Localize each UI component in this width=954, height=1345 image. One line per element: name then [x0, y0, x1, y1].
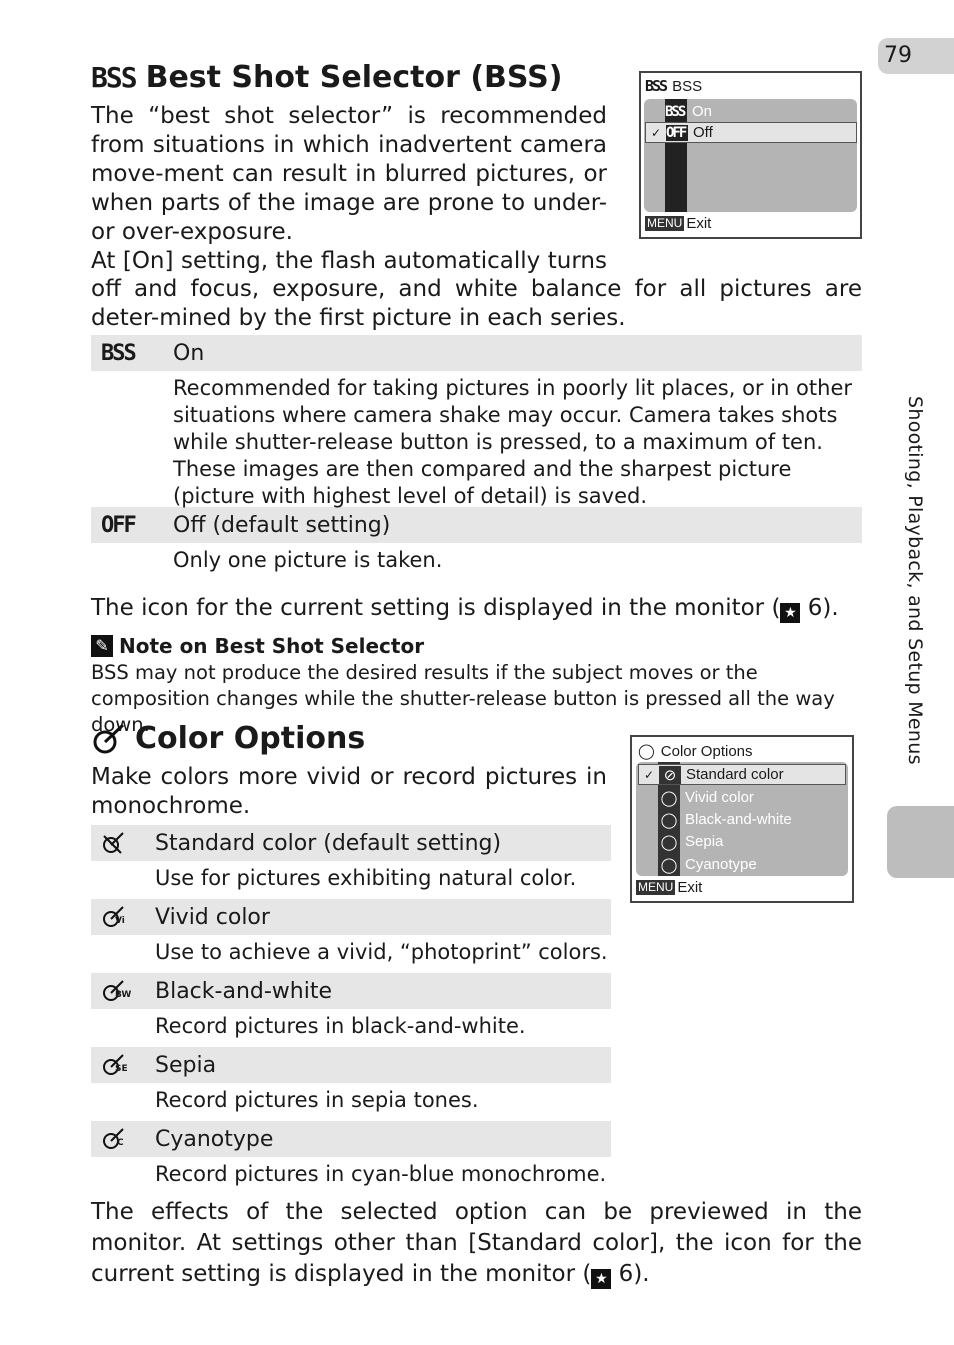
page-number: 79: [878, 38, 954, 74]
color-monitor-footer: [636, 879, 702, 896]
color-monitor-header: [638, 742, 753, 760]
color-monitor-item-label: Black-and-white: [685, 811, 792, 828]
bss-monitor-footer: [645, 215, 711, 232]
footer-text-end: ).: [633, 1261, 650, 1287]
section-tab: [887, 806, 954, 878]
check-icon: ✓: [650, 125, 662, 140]
bss-icon: BSS: [91, 61, 136, 94]
menu-button-icon: MENU: [647, 216, 683, 230]
option-row-off: [91, 507, 862, 543]
cyanotype-icon: [91, 1128, 155, 1150]
page-reference: 6: [618, 1261, 634, 1287]
pencil-note-icon: ✎: [91, 635, 113, 657]
color-monitor-item: [658, 831, 846, 852]
color-monitor-item: [658, 787, 846, 808]
option-row-bw: [91, 973, 611, 1009]
bss-monitor-screen: [639, 71, 862, 239]
standard-color-icon: [91, 832, 155, 854]
color-title: Color Options: [135, 721, 366, 756]
bss-on-symbol: BSS: [101, 340, 135, 366]
sepia-icon: [91, 1054, 155, 1076]
sepia-mini-icon: ◯: [660, 833, 678, 851]
color-monitor-item-label: Cyanotype: [685, 856, 757, 873]
bss-para2-top: At [On] setting, the flash automatically turns: [91, 248, 607, 274]
bss-heading: [91, 60, 563, 95]
option-desc: Record pictures in cyan-blue monochrome.: [155, 1162, 607, 1186]
bss-monitor-header: [645, 77, 702, 95]
color-intro-wrap: [91, 763, 607, 821]
bss-para1: The “best shot selector” is recommended from situations in which inadvertent camera move-ment can result in blurred pictures, or when parts of the image are prone to under- or over-exposure.: [91, 103, 607, 245]
option-desc: Use for pictures exhibiting natural color.: [155, 866, 577, 890]
bss-monitor-note: [91, 595, 839, 623]
option-label: Vivid color: [155, 904, 270, 930]
monitor-text: The icon for the current setting is displayed in the monitor (: [91, 595, 781, 621]
color-small-icon: ◯: [638, 743, 655, 760]
exit-label: Exit: [686, 215, 712, 232]
option-row-sepia: [91, 1047, 611, 1083]
page-reference: 6: [807, 595, 823, 621]
vivid-mini-icon: ◯: [660, 789, 678, 807]
option-desc: Only one picture is taken.: [173, 548, 443, 572]
option-label: Black-and-white: [155, 978, 332, 1004]
color-monitor-title: Color Options: [660, 742, 753, 760]
bw-mini-icon: ◯: [660, 811, 678, 829]
color-monitor-item: [638, 764, 846, 785]
note-header: [91, 634, 862, 658]
option-label: Off (default setting): [173, 512, 391, 538]
color-heading: [91, 721, 365, 756]
bss-para2-rest-wrap: [91, 275, 862, 333]
bss-off-symbol: OFF: [101, 512, 135, 538]
bss-small-icon: BSS: [645, 77, 667, 95]
option-desc: Recommended for taking pictures in poorly lit places, or in other situations where camera shake may occur. Camera takes shots while shutter-release button is pressed, to a maximum of ten. These images are then compared and the sharpest picture (picture with highest level of detail) is saved.: [173, 376, 852, 508]
cyanotype-badge: C: [117, 1138, 124, 1148]
color-options-icon: [91, 722, 127, 756]
bss-options-table: [91, 335, 862, 574]
menu-button-icon: MENU: [638, 880, 674, 894]
bss-para2-rest: off and focus, exposure, and white balance for all pictures are deter-mined by the first picture in each series.: [91, 276, 862, 331]
color-monitor-item: [658, 809, 846, 830]
footer-text: The effects of the selected option can be previewed in the monitor. At settings other than [Standard color], the icon for the current setting is displayed in the monitor (: [91, 1199, 862, 1287]
option-row-on: [91, 335, 862, 371]
monitor-text-end: ).: [822, 595, 839, 621]
bw-badge: BW: [115, 990, 132, 1000]
bss-monitor-item-on: [665, 101, 855, 122]
option-label: On: [173, 340, 205, 366]
color-monitor-item-label: Sepia: [685, 833, 724, 850]
color-monitor-item-label: Standard color: [686, 766, 784, 783]
vivid-color-icon: [91, 906, 155, 928]
bss-title: Best Shot Selector (BSS): [145, 60, 563, 95]
color-options-table: [91, 825, 611, 1188]
option-desc: Record pictures in black-and-white.: [155, 1014, 526, 1038]
bss-monitor-item-label: Off: [693, 124, 713, 141]
note-text: BSS may not produce the desired results if the subject moves or the composition changes while the shutter-release button is pressed all the way down.: [91, 661, 835, 736]
option-label: Sepia: [155, 1052, 217, 1078]
bss-monitor-item-off: [645, 122, 857, 143]
off-icon: OFF: [666, 125, 688, 141]
option-label: Standard color (default setting): [155, 830, 502, 856]
sepia-badge: SE: [115, 1064, 128, 1074]
color-monitor-item: [658, 854, 846, 875]
vivid-badge: Vi: [115, 916, 125, 926]
black-and-white-icon: [91, 980, 155, 1002]
standard-color-mini-icon: ⊘: [659, 766, 681, 784]
color-intro: Make colors more vivid or record pictures in monochrome.: [91, 764, 607, 819]
check-icon: ✓: [643, 767, 655, 782]
bss-on-icon: BSS: [665, 103, 685, 120]
cyanotype-mini-icon: ◯: [660, 856, 678, 874]
option-desc: Record pictures in sepia tones.: [155, 1088, 479, 1112]
option-desc: Use to achieve a vivid, “photoprint” colors.: [155, 940, 608, 964]
color-footer-text: [91, 1197, 862, 1290]
bss-monitor-title: BSS: [672, 77, 703, 95]
color-footer: [91, 1197, 862, 1290]
note-title: Note on Best Shot Selector: [119, 634, 425, 658]
option-row-cyanotype: [91, 1121, 611, 1157]
page-reference-icon: ★: [591, 1269, 611, 1289]
color-monitor-screen: [630, 735, 854, 903]
option-row-vivid: [91, 899, 611, 935]
exit-label: Exit: [677, 879, 703, 896]
option-row-standard: [91, 825, 611, 861]
section-side-label: Shooting, Playback, and Setup Menus: [904, 396, 926, 765]
bss-monitor-item-label: On: [692, 103, 713, 120]
color-monitor-item-label: Vivid color: [685, 789, 754, 806]
bss-intro: [91, 102, 607, 276]
page-reference-icon: ★: [780, 603, 800, 623]
option-label: Cyanotype: [155, 1126, 274, 1152]
